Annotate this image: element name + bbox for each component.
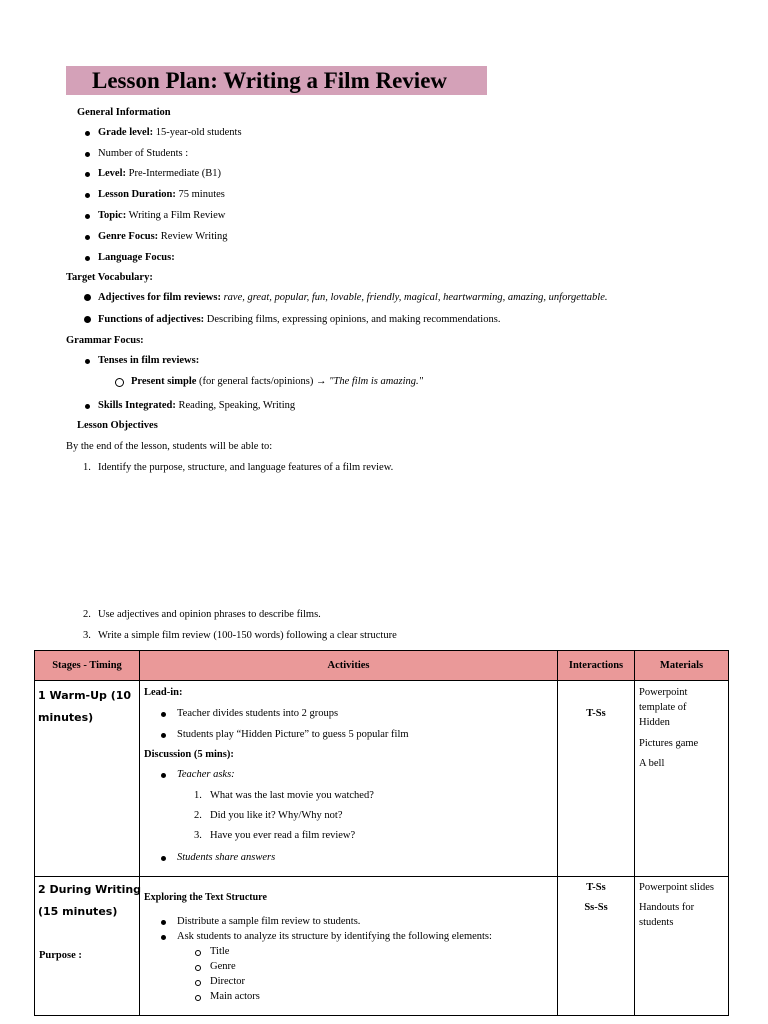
- header-activities: Activities: [140, 651, 558, 681]
- stage-label: 2 During Writing: [38, 883, 142, 896]
- material-item: Powerpoint slides: [639, 882, 714, 893]
- lesson-objectives-heading: Lesson Objectives: [77, 420, 158, 431]
- header-materials: Materials: [635, 651, 729, 681]
- stage-timing: minutes): [38, 711, 94, 724]
- circle-bullet-icon: [195, 950, 201, 956]
- exploring-heading: Exploring the Text Structure: [144, 892, 267, 903]
- material-item: Handouts for: [639, 902, 695, 913]
- question-item: What was the last movie you watched?: [210, 790, 374, 801]
- title-banner: [66, 66, 487, 95]
- objectives-intro: By the end of the lesson, students will be able to:: [66, 441, 273, 452]
- material-item: students: [639, 917, 674, 928]
- functions-item: Functions of adjectives: Describing films, expressing opinions, and making recommendations.: [98, 314, 501, 325]
- material-item: template of: [639, 702, 687, 713]
- grade-level-item: Grade level: 15-year-old students: [98, 127, 242, 138]
- element-item: Director: [210, 976, 245, 987]
- genre-focus-item: Genre Focus: Review Writing: [98, 231, 228, 242]
- interactions-cell: [558, 877, 635, 1016]
- language-focus-item: Language Focus:: [98, 252, 175, 263]
- bullet-icon: [85, 404, 90, 409]
- list-number: 1.: [83, 462, 91, 473]
- bullet-icon: [85, 131, 90, 136]
- circle-bullet-icon: [195, 980, 201, 986]
- general-info-heading: General Information: [77, 107, 171, 118]
- element-item: Title: [210, 946, 230, 957]
- teacher-asks: Teacher asks:: [177, 769, 235, 780]
- bullet-icon: [161, 920, 166, 925]
- header-stages-timing: Stages - Timing: [35, 651, 140, 681]
- interaction-value: Ss-Ss: [584, 902, 608, 913]
- interaction-value: T-Ss: [586, 882, 606, 893]
- bullet-icon: [161, 856, 166, 861]
- purpose-label: Purpose :: [39, 950, 82, 961]
- objective-item: Use adjectives and opinion phrases to describe films.: [98, 609, 321, 620]
- element-item: Main actors: [210, 991, 260, 1002]
- list-number: 3.: [83, 630, 91, 641]
- lesson-duration-item: Lesson Duration: 75 minutes: [98, 189, 225, 200]
- level-item: Level: Pre-Intermediate (B1): [98, 168, 222, 179]
- list-number: 3.: [194, 830, 202, 841]
- stage-timing: (15 minutes): [38, 905, 118, 918]
- page-title: Lesson Plan: Writing a Film Review: [92, 68, 448, 93]
- stage-cell: [35, 681, 140, 877]
- bullet-icon: [85, 256, 90, 261]
- activity-item: Teacher divides students into 2 groups: [177, 708, 339, 719]
- tenses-item: Tenses in film reviews:: [98, 355, 200, 366]
- bullet-icon: [161, 733, 166, 738]
- objective-item: Write a simple film review (100-150 words) following a clear structure: [98, 630, 397, 641]
- activities-cell: [140, 681, 558, 877]
- discussion-heading: Discussion (5 mins):: [144, 749, 234, 760]
- material-item: A bell: [639, 758, 665, 769]
- header-interactions: Interactions: [558, 651, 635, 681]
- circle-bullet-icon: [115, 378, 124, 387]
- bullet-icon: [84, 316, 91, 323]
- objective-item: Identify the purpose, structure, and language features of a film review.: [98, 462, 394, 473]
- topic-item: Topic: Writing a Film Review: [98, 210, 226, 221]
- interaction-value: T-Ss: [586, 708, 606, 719]
- element-item: Genre: [210, 961, 236, 972]
- skills-item: Skills Integrated: Reading, Speaking, Writing: [98, 400, 296, 411]
- materials-cell: [635, 681, 729, 877]
- list-number: 2.: [194, 810, 202, 821]
- bullet-icon: [161, 773, 166, 778]
- bullet-icon: [85, 193, 90, 198]
- bullet-icon: [85, 214, 90, 219]
- stage-cell: [35, 877, 140, 1016]
- number-of-students-item: Number of Students :: [98, 148, 189, 159]
- grammar-focus-heading: Grammar Focus:: [66, 335, 144, 346]
- material-item: Pictures game: [639, 738, 699, 749]
- target-vocabulary-heading: Target Vocabulary:: [66, 272, 153, 283]
- bullet-icon: [85, 235, 90, 240]
- interactions-cell: [558, 681, 635, 877]
- leadin-heading: Lead-in:: [144, 687, 183, 698]
- activity-item: Distribute a sample film review to students.: [177, 916, 361, 927]
- list-number: 1.: [194, 790, 202, 801]
- table-header-row: [35, 651, 729, 681]
- activity-item: Ask students to analyze its structure by identifying the following elements:: [177, 931, 492, 942]
- students-share: Students share answers: [177, 852, 276, 863]
- table-row: [35, 681, 729, 877]
- bullet-icon: [84, 294, 91, 301]
- circle-bullet-icon: [195, 995, 201, 1001]
- bullet-icon: [161, 712, 166, 717]
- list-number: 2.: [83, 609, 91, 620]
- bullet-icon: [85, 359, 90, 364]
- activities-cell: [140, 877, 558, 1016]
- circle-bullet-icon: [195, 965, 201, 971]
- material-item: Powerpoint: [639, 687, 688, 698]
- materials-cell: [635, 877, 729, 1016]
- stage-label: 1 Warm-Up (10: [38, 689, 132, 702]
- present-simple-item: Present simple (for general facts/opinions) → "The film is amazing.": [131, 376, 424, 387]
- bullet-icon: [161, 935, 166, 940]
- activity-item: Students play “Hidden Picture” to guess 5 popular film: [177, 729, 409, 740]
- table-row: [35, 877, 729, 1016]
- question-item: Did you like it? Why/Why not?: [210, 810, 343, 821]
- material-item: Hidden: [639, 717, 670, 728]
- adjectives-item: Adjectives for film reviews: rave, great, popular, fun, lovable, friendly, magical, heartwarming, amazing, unforgettable.: [98, 292, 608, 303]
- lesson-plan-table: [34, 650, 729, 1016]
- bullet-icon: [85, 152, 90, 157]
- bullet-icon: [85, 172, 90, 177]
- question-item: Have you ever read a film review?: [210, 830, 356, 841]
